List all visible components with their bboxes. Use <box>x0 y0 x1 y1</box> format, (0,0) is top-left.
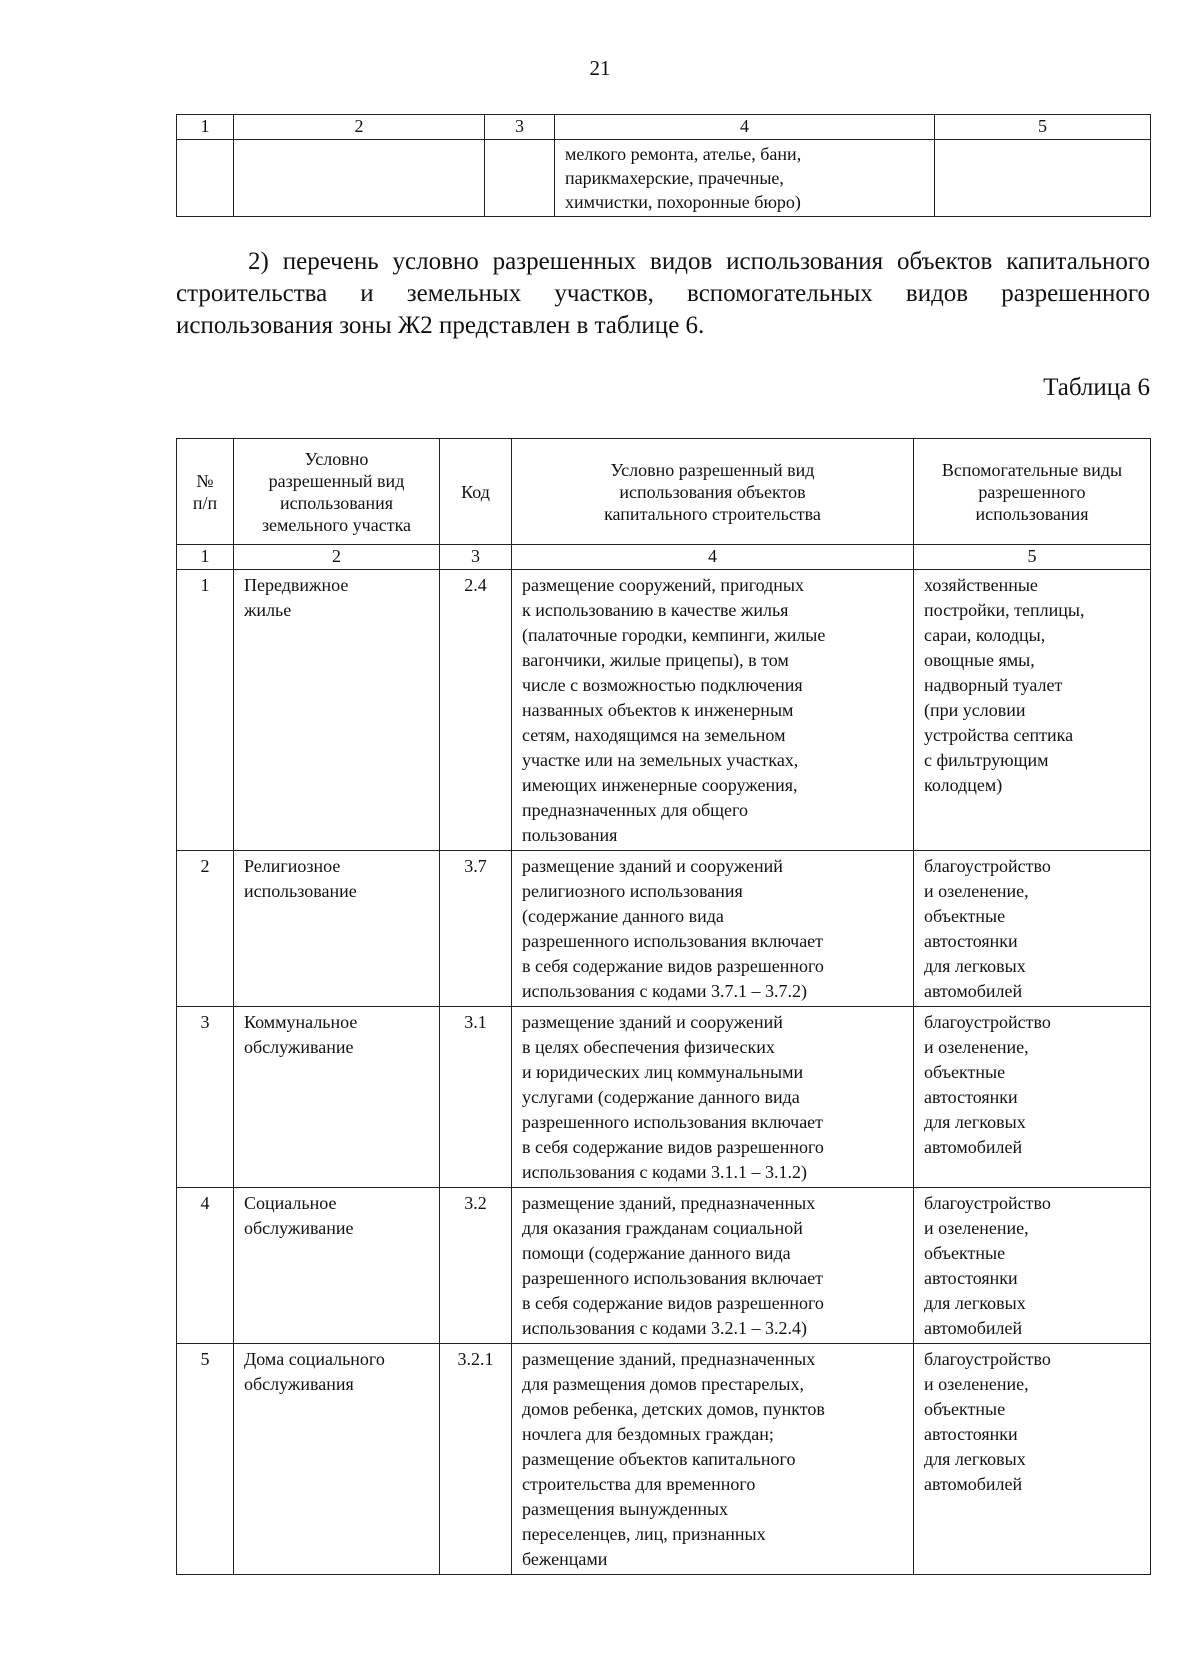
column-number: 5 <box>914 545 1151 570</box>
column-number: 5 <box>935 115 1151 140</box>
cell-construction-use: размещение зданий и сооружений религиозного использования (содержание данного вида разрешенного использования включает в себя содержание видов разрешенного использования с кодами 3.7.1 – 3.7.2) <box>512 851 914 1007</box>
header-num <box>177 439 234 545</box>
cell-num: 3 <box>177 1007 234 1188</box>
cell-aux-use <box>935 140 1151 217</box>
cell-land-use <box>234 140 485 217</box>
cell-land-use: Социальное обслуживание <box>234 1188 440 1344</box>
column-numbers-row <box>177 545 1151 570</box>
cell-aux-use: благоустройство и озеленение, объектные автостоянки для легковых автомобилей <box>914 851 1151 1007</box>
header-aux-use <box>914 439 1151 545</box>
table-row <box>177 851 1151 1007</box>
cell-code: 3.1 <box>440 1007 512 1188</box>
cell-num: 4 <box>177 1188 234 1344</box>
continuation-table-header-row <box>177 115 1151 140</box>
cell-code: 2.4 <box>440 570 512 851</box>
header-construction-use <box>512 439 914 545</box>
page-number: 21 <box>589 56 611 80</box>
column-number: 2 <box>234 115 485 140</box>
cell-aux-use: хозяйственные постройки, теплицы, сараи, колодцы, овощные ямы, надворный туалет (при условии устройства септика с фильтрующим колодцем) <box>914 570 1151 851</box>
cell-num <box>177 140 234 217</box>
header-land-use <box>234 439 440 545</box>
table-row <box>177 1007 1151 1188</box>
cell-construction-use: размещение зданий и сооружений в целях обеспечения физических и юридических лиц коммунальными услугами (содержание данного вида разрешенного использования включает в себя содержание видов разрешенного использования с кодами 3.1.1 – 3.1.2) <box>512 1007 914 1188</box>
cell-construction-use: размещение зданий, предназначенных для оказания гражданам социальной помощи (содержание данного вида разрешенного использования включает в себя содержание видов разрешенного использования с кодами 3.2.1 – 3.2.4) <box>512 1188 914 1344</box>
cell-land-use: Коммунальное обслуживание <box>234 1007 440 1188</box>
header-num-text: № п/п <box>192 470 218 513</box>
table-row <box>177 1188 1151 1344</box>
header-code-text: Код <box>461 481 490 502</box>
header-land-use-text: Условно разрешенный вид использования земельного участка <box>261 448 412 535</box>
body-paragraph: 2) перечень условно разрешенных видов использования объектов капитального строительства и земельных участков, вспомогательных видов разрешенного использования зоны Ж2 представлен в таблице 6. <box>176 248 1150 339</box>
cell-construction-use: размещение зданий, предназначенных для размещения домов престарелых, домов ребенка, детских домов, пунктов ночлега для бездомных граждан; размещение объектов капитального строительства для временного размещения вынужденных переселенцев, лиц, признанных беженцами <box>512 1344 914 1575</box>
table-row <box>177 1344 1151 1575</box>
header-construction-use-text: Условно разрешенный вид использования объектов капитального строительства <box>604 459 821 524</box>
cell-construction-use: размещение сооружений, пригодных к использованию в качестве жилья (палаточные городки, кемпинги, жилые вагончики, жилые прицепы), в том числе с возможностью подключения названных объектов к инженерным сетям, находящимся на земельном участке или на земельных участках, имеющих инженерные сооружения, предназначенных для общего пользования <box>512 570 914 851</box>
column-number: 3 <box>485 115 555 140</box>
cell-code: 3.2.1 <box>440 1344 512 1575</box>
cell-aux-use: благоустройство и озеленение, объектные автостоянки для легковых автомобилей <box>914 1344 1151 1575</box>
column-number: 4 <box>555 115 935 140</box>
column-number: 1 <box>177 115 234 140</box>
cell-code: 3.2 <box>440 1188 512 1344</box>
header-code <box>440 439 512 545</box>
table-header-row <box>177 439 1151 545</box>
cell-aux-use: благоустройство и озеленение, объектные автостоянки для легковых автомобилей <box>914 1007 1151 1188</box>
continuation-table <box>176 114 1151 217</box>
table-6 <box>176 438 1151 1575</box>
table-row <box>177 570 1151 851</box>
cell-code <box>485 140 555 217</box>
column-number: 2 <box>234 545 440 570</box>
column-number: 3 <box>440 545 512 570</box>
cell-land-use: Передвижное жилье <box>234 570 440 851</box>
cell-num: 5 <box>177 1344 234 1575</box>
cell-land-use: Религиозное использование <box>234 851 440 1007</box>
cell-num: 1 <box>177 570 234 851</box>
cell-num: 2 <box>177 851 234 1007</box>
cell-construction-use: мелкого ремонта, ателье, бани, парикмахерские, прачечные, химчистки, похоронные бюро) <box>555 140 935 217</box>
column-number: 1 <box>177 545 234 570</box>
cell-code: 3.7 <box>440 851 512 1007</box>
header-aux-use-text: Вспомогательные виды разрешенного использования <box>941 459 1123 524</box>
table-row <box>177 140 1151 217</box>
table-caption: Таблица 6 <box>1043 374 1150 401</box>
cell-land-use: Дома социального обслуживания <box>234 1344 440 1575</box>
column-number: 4 <box>512 545 914 570</box>
cell-aux-use: благоустройство и озеленение, объектные автостоянки для легковых автомобилей <box>914 1188 1151 1344</box>
